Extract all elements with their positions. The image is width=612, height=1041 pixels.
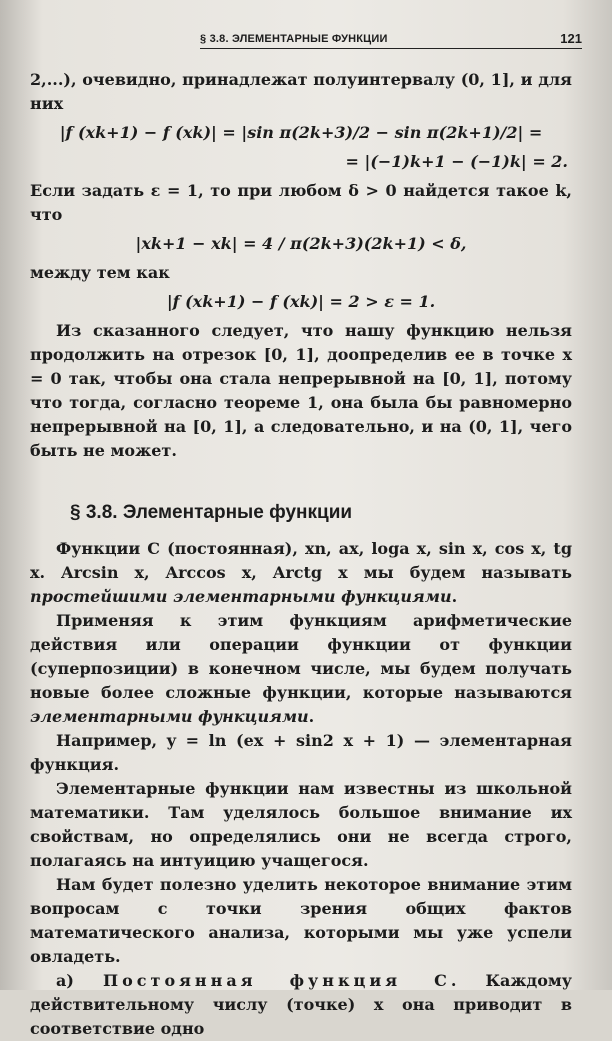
paragraph-constant-function: а) Постоянная функция C. Каждому действительному числу (точке) x она приводит в соответствие одно xyxy=(30,971,573,1038)
term-elementary: элементарными функциями xyxy=(30,707,309,726)
paragraph-school-math: Элементарные функции нам известны из школьной математики. Там уделялось большое внимание их свойствам, но определялись они не всегда строго, полагаясь на интуицию учащегося. xyxy=(30,779,572,870)
term-simplest-elementary: простейшими элементарными функциями xyxy=(30,587,452,606)
paragraph-whereas: между тем как xyxy=(30,263,170,282)
formula-difference-sin: |f (xk+1) − f (xk)| = |sin π(2k+3)/2 − sin π(2k+1)/2| = xyxy=(59,123,543,142)
paragraph-conclusion: Из сказанного следует, что нашу функцию нельзя продолжить на отрезок [0, 1], доопределив ее в точке x = 0 так, чтобы она стала непрерывной на [0, 1], потому что тогда, согласно теореме 1, она была бы равномерно непрерывной на [0, 1], а следовательно, и на (0, 1], чего быть не может. xyxy=(30,321,572,460)
running-header xyxy=(200,30,582,50)
formula-x-difference: |xk+1 − xk| = 4 / π(2k+3)(2k+1) < δ, xyxy=(135,234,467,253)
paragraph-example: Например, y = ln (ex + sin2 x + 1) — элементарная функция. xyxy=(30,731,572,774)
paragraph-elementary-definition: Применяя к этим функциям арифметические действия или операции функции от функции (суперпозиции) в конечном числе, мы будем получать новые более сложные функции, которые называются элементарными функциями. xyxy=(30,611,572,726)
paragraph-continuation: 2,...), очевидно, принадлежат полуинтервалу (0, 1], и для них xyxy=(30,70,572,113)
header-title: § 3.8. ЭЛЕМЕНТАРНЫЕ ФУНКЦИИ xyxy=(200,33,388,45)
page-body xyxy=(30,68,572,1041)
header-rule xyxy=(200,48,582,49)
page-number: 121 xyxy=(560,31,582,46)
section-heading: § 3.8. Элементарные функции xyxy=(70,502,353,523)
paragraph-attention: Нам будет полезно уделить некоторое внимание этим вопросам с точки зрения общих фактов математического анализа, которыми мы уже успели овладеть. xyxy=(30,875,572,966)
formula-f-difference: |f (xk+1) − f (xk)| = 2 > ε = 1. xyxy=(166,292,436,311)
paragraph-simplest-functions: Функции C (постоянная), xn, ax, loga x, sin x, cos x, tg x. Arcsin x, Arccos x, Arctg x мы будем называть простейшими элементарными функциями. xyxy=(30,539,572,606)
paragraph-epsilon: Если задать ε = 1, то при любом δ > 0 найдется такое k, что xyxy=(30,181,572,224)
formula-power-difference: = |(−1)k+1 − (−1)k| = 2. xyxy=(345,152,568,171)
term-constant-function: Постоянная функция C xyxy=(103,971,451,990)
